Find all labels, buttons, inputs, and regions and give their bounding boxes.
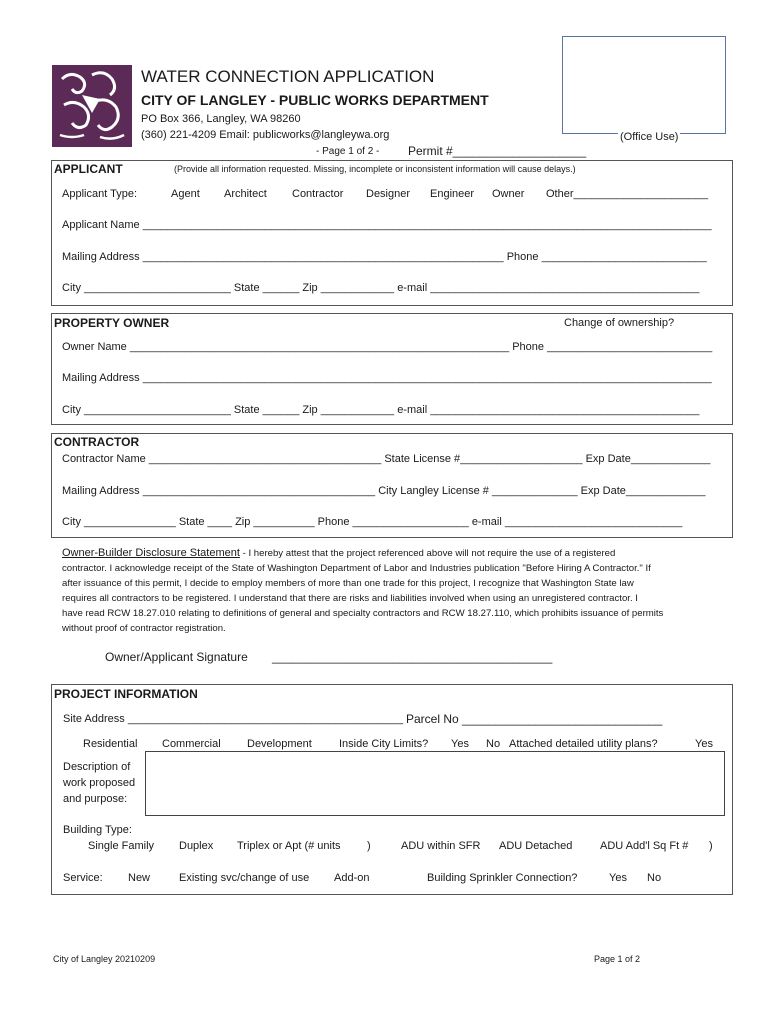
office-use-box	[562, 36, 726, 134]
type-engineer-option[interactable]: Engineer	[430, 188, 475, 200]
footer-page-number: Page 1 of 2	[594, 954, 641, 964]
inside-city-limits-label: Inside City Limits?	[339, 738, 429, 750]
building-adu-detached-option[interactable]: ADU Detached	[499, 840, 573, 852]
address-line: PO Box 366, Langley, WA 98260	[141, 113, 301, 125]
disclosure-line: have read RCW 18.27.010 relating to definitions of general and specialty contractors and RCW 18.27.110, which prohibits issuance of permits	[62, 608, 664, 619]
city-limits-no-option[interactable]: No	[486, 738, 501, 750]
city-limits-yes-option[interactable]: Yes	[451, 738, 469, 750]
service-label: Service:	[63, 872, 103, 884]
building-adu-within-option[interactable]: ADU within SFR	[401, 840, 481, 852]
triplex-close-paren: )	[367, 840, 371, 852]
contractor-mailing-field[interactable]: Mailing Address ______________________________________ City Langley License # ______________ Exp Date_____________	[62, 485, 706, 497]
disclosure-heading: Owner-Builder Disclosure Statement	[62, 547, 240, 559]
department-name: CITY OF LANGLEY - PUBLIC WORKS DEPARTMENT	[141, 92, 489, 108]
owner-name-field[interactable]: Owner Name ______________________________________________________________ Phone ___________________________	[62, 341, 713, 353]
description-label-line: Description of	[63, 761, 131, 773]
logo-emblem-icon	[52, 65, 132, 147]
disclosure-line: contractor. I acknowledge receipt of the State of Washington Department of Labor and Industries publication "Before Hiring A Contractor." If	[62, 563, 651, 574]
signature-label: Owner/Applicant Signature	[105, 650, 248, 664]
disclosure-statement	[62, 546, 722, 636]
building-duplex-option[interactable]: Duplex	[179, 840, 214, 852]
applicant-city-field[interactable]: City ________________________ State ______ Zip ____________ e-mail ____________________________________________	[62, 282, 700, 294]
sprinkler-label: Building Sprinkler Connection?	[427, 872, 578, 884]
disclosure-line: requires all contractors to be registered. I understand that there are risks and liabilities involved when using an unregistered contractor. I	[62, 593, 638, 604]
utility-plans-label: Attached detailed utility plans?	[509, 738, 658, 750]
type-architect-option[interactable]: Architect	[224, 188, 267, 200]
applicant-heading: APPLICANT	[54, 162, 123, 176]
type-designer-option[interactable]: Designer	[366, 188, 411, 200]
applicant-mailing-field[interactable]: Mailing Address ___________________________________________________________ Phone ___________________________	[62, 251, 707, 263]
contractor-heading: CONTRACTOR	[54, 435, 140, 449]
parcel-number-field[interactable]: Parcel No ______________________________	[406, 712, 663, 726]
use-residential-option[interactable]: Residential	[83, 738, 138, 750]
description-label-line: work proposed	[63, 777, 136, 789]
service-addon-option[interactable]: Add-on	[334, 872, 370, 884]
owner-mailing-field[interactable]: Mailing Address _____________________________________________________________________________________________	[62, 372, 712, 384]
disclosure-line: - I hereby attest that the project referenced above will not require the use of a registered	[242, 548, 616, 559]
use-commercial-option[interactable]: Commercial	[162, 738, 221, 750]
change-of-ownership-option[interactable]: Change of ownership?	[564, 317, 675, 329]
applicant-note: (Provide all information requested. Missing, incomplete or inconsistent information will cause delays.)	[174, 164, 576, 174]
utility-plans-yes-option[interactable]: Yes	[695, 738, 713, 750]
building-triplex-option[interactable]: Triplex or Apt (# units	[237, 840, 341, 852]
site-address-field[interactable]: Site Address _____________________________________________	[63, 713, 404, 725]
project-heading: PROJECT INFORMATION	[54, 687, 198, 701]
type-agent-option[interactable]: Agent	[171, 188, 200, 200]
owner-heading: PROPERTY OWNER	[54, 316, 170, 330]
service-new-option[interactable]: New	[128, 872, 151, 884]
description-textarea[interactable]	[145, 751, 725, 816]
disclosure-line: after issuance of this permit, I decide to employ members of more than one trade for this project, I recognize that Washington State law	[62, 578, 634, 589]
city-logo	[52, 65, 132, 147]
footer-revision: City of Langley 20210209	[53, 954, 156, 964]
applicant-name-field[interactable]: Applicant Name _____________________________________________________________________________________________	[62, 219, 712, 231]
contact-line: (360) 221-4209 Email: publicworks@langleywa.org	[141, 129, 390, 141]
page-indicator: - Page 1 of 2 -	[316, 146, 380, 157]
type-contractor-option[interactable]: Contractor	[292, 188, 344, 200]
use-development-option[interactable]: Development	[247, 738, 312, 750]
service-existing-option[interactable]: Existing svc/change of use	[179, 872, 310, 884]
building-type-label: Building Type:	[63, 824, 132, 836]
building-single-family-option[interactable]: Single Family	[88, 840, 155, 852]
contractor-city-field[interactable]: City _______________ State ____ Zip __________ Phone ___________________ e-mail _____________________________	[62, 516, 683, 528]
adu-sqft-field[interactable]: ADU Add'l Sq Ft #	[600, 840, 689, 852]
adu-close-paren: )	[709, 840, 713, 852]
type-other-field[interactable]: Other______________________	[546, 188, 709, 200]
disclosure-line: without proof of contractor registration.	[62, 623, 226, 634]
contractor-name-field[interactable]: Contractor Name ______________________________________ State License #____________________ Exp Date_____________	[62, 453, 711, 465]
description-label-line: and purpose:	[63, 793, 128, 805]
type-owner-option[interactable]: Owner	[492, 188, 525, 200]
office-use-label: (Office Use)	[620, 131, 679, 143]
owner-city-field[interactable]: City ________________________ State ______ Zip ____________ e-mail ____________________________________________	[62, 404, 700, 416]
applicant-type-label: Applicant Type:	[62, 188, 138, 200]
permit-number-field[interactable]: Permit #____________________	[408, 144, 587, 158]
signature-field[interactable]: __________________________________________	[272, 650, 553, 664]
sprinkler-yes-option[interactable]: Yes	[609, 872, 627, 884]
form-title: WATER CONNECTION APPLICATION	[141, 67, 435, 86]
sprinkler-no-option[interactable]: No	[647, 872, 662, 884]
